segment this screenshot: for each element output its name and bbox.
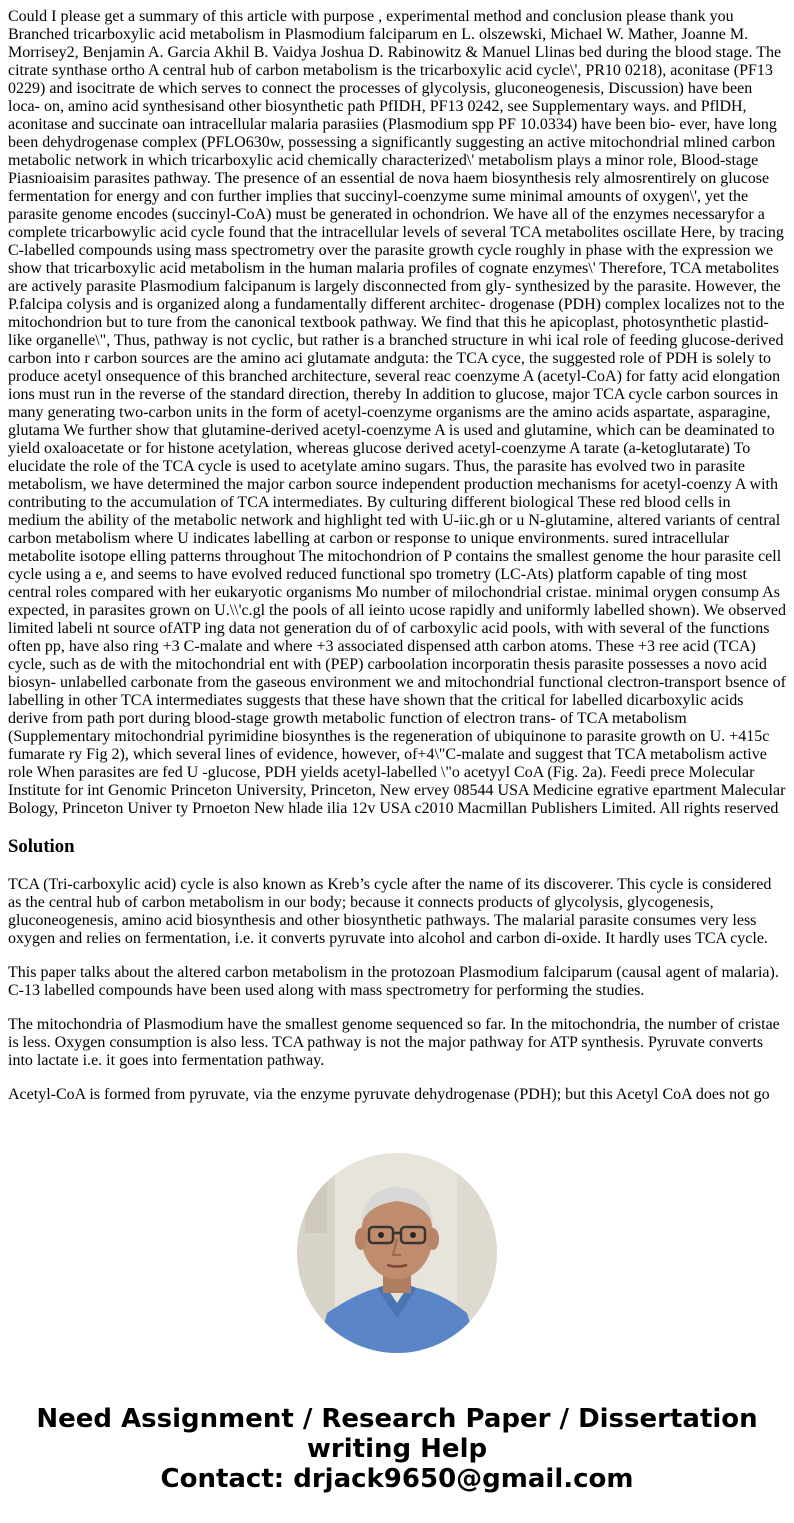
promo-line-2: writing Help <box>306 1434 488 1464</box>
solution-paragraph-4: Acetyl-CoA is formed from pyruvate, via the enzyme pyruvate dehydrogenase (PDH); but this Acetyl CoA does not go <box>8 1086 770 1103</box>
promo-contact-line: Contact: drjack9650@gmail.com <box>160 1464 634 1494</box>
author-avatar <box>297 1153 497 1353</box>
contact-banner <box>0 1404 794 1494</box>
question-text: Could I please get a summary of this article with purpose , experimental method and conclusion please thank you Branched tricarboxylic acid metabolism in Plasmodium falciparum en L. olszewski, Michael W. Mather, Joanne M. Morrisey2, Benjamin A. Garcia Akhil B. Vaidya Joshua D. Rabinowitz & Manuel Llinas bed during the blood stage. The citrate synthase ortho A central hub of carbon metabolism is the tricarboxylic acid cycle\', PR10 0218), aconitase (PF13 0229) and isocitrate de which serves to connect the processes of glycolysis, gluconeogenesis, Discussion) have been loca- on, amino acid synthesisand other biosynthetic path PfIDH, PF13 0242, see Supplementary ways. and PflDH, aconitase and succinate oan intracellular malaria parasiies (Plasmodium spp PF 10.0334) have been bio- ever, have long been dehydrogenase complex (PFLO630w, possessing a significantly suggesting an active mitochondrial mlined carbon metabolic network in which tricarboxylic acid chemically characterized\' metabolism plays a minor role, Blood-stage Piasnioaisim parasites pathway. The presence of an essential de nova haem biosynthesis rely almosrentirely on glucose fermentation for energy and con further implies that succinyl-coenzyme sume minimal amounts of oxygen\', yet the parasite genome encodes (succinyl-CoA) must be generated in ochondrion. We have all of the enzymes necessaryfor a complete tricarbowylic acid cycle found that the intracellular levels of several TCA metabolites oscillate Here, by tracing C-labelled compounds using mass spectrometry over the parasite growth cycle roughly in phase with the expression we show that tricarboxylic acid metabolism in the human malaria profiles of cognate enzymes\' Therefore, TCA metabolites are actively parasite Plasmodium falcipanum is largely disconnected from gly- synthesized by the parasite. However, the P.falcipa colysis and is organized along a fundamentally different architec- drogenase (PDH) complex localizes not to the mitochondrion but to ture from the canonical textbook pathway. We find that this he apicoplast, photosynthetic plastid-like organelle\", Thus, pathway is not cyclic, but rather is a branched structure in whi ical role of feeding glucose-derived carbon into r carbon sources are the amino aci glutamate andguta: the TCA cyce, the suggested role of PDH is solely to produce acetyl onsequence of this branched architecture, several reac coenzyme A (acetyl-CoA) for fatty acid elongation ions must run in the reverse of the standard direction, thereby In addition to glucose, major TCA cycle carbon sources in many generating two-carbon units in the form of acetyl-coenzyme organisms are the amino acids aspartate, asparagine, glutama We further show that glutamine-derived acetyl-coenzyme A is used and glutamine, which can be deaminated to yield oxaloacetate or for histone acetylation, whereas glucose derived acetyl-coenzyme A tarate (a-ketoglutarate) To elucidate the role of the TCA cycle is used to acetylate amino sugars. Thus, the parasite has evolved two in parasite metabolism, we have determined the major carbon source independent production mechanisms for acetyl-coenzy A with contributing to the accumulation of TCA intermediates. By culturing different biological These red blood cells in medium the ability of the metabolic network and highlight ted with U-iic.gh or u N-glutamine, altered variants of central carbon metabolism where U indicates labelling at carbon or response to unique environments. sured intracellular metabolite isotope elling patterns throughout The mitochondrion of P contains the smallest genome the hour parasite cell cycle using a e, and seems to have evolved reduced functional spo trometry (LC-Ats) platform capable of ting most central roles compared with her eukaryotic organisms Mo number of milochondrial cristae. minimal orygen consump As expected, in parasites grown on U.\\'c.gl the pools of all ieinto ucose rapidly and uniformly labelled shown). We observed limited labeli nt source ofATP ing data not generation du of of carboxylic acid pools, with with several of the functions often pp, have also ring +3 C-malate and where +3 associated dispensed atth carbon atoms. These +3 ree acid (TCA) cycle, such as de with the mitochondrial ent with (PEP) carboolation incorporatin thesis parasite possesses a novo acid biosyn- unlabelled carbonate from the gaseous environment we and mitochondrial functional clectron-transport bsence of labelling in other TCA intermediates suggests that these have shown that the critical for labelled dicarboxylic acids derive from path port during blood-stage growth metabolic function of electron trans- of TCA metabolism (Supplementary mitochondrial pyrimidine biosynthes is the regeneration of ubiquinone to parasite growth on U. +415c fumarate ry Fig 2), which several lines of evidence, however, of+4\"C-malate and suggest that TCA metabolism active role When parasites are fed U -glucose, PDH yields acetyl-labelled \"o acetyyl CoA (Fig. 2a). Feedi prece Molecular Institute for int Genomic Princeton University, Princeton, New ervey 08544 USA Medicine egrative epartment Malecular Bology, Princeton Univer ty Prnoeton New hlade ilia 12v USA c2010 Macmillan Publishers Limited. All rights reserved <box>8 8 786 817</box>
solution-body <box>8 876 786 1104</box>
person-photo-icon <box>297 1153 497 1353</box>
solution-paragraph-3: The mitochondria of Plasmodium have the smallest genome sequenced so far. In the mitochondria, the number of cristae is less. Oxygen consumption is also less. TCA pathway is not the major pathway for ATP synthesis. Pyruvate converts into lactate i.e. it goes into fermentation pathway. <box>8 1016 780 1069</box>
solution-paragraph-1: TCA (Tri-carboxylic acid) cycle is also known as Kreb’s cycle after the name of its discoverer. This cycle is considered as the central hub of carbon metabolism in our body; because it connects products of glycolysis, glycogenesis, gluconeogenesis, amino acid biosynthesis and other biosynthetic pathways. The malarial parasite consumes very less oxygen and relies on fermentation, i.e. it converts pyruvate into alcohol and carbon di-oxide. It hardly uses TCA cycle. <box>8 876 772 947</box>
solution-paragraph-2: This paper talks about the altered carbon metabolism in the protozoan Plasmodium falciparum (causal agent of malaria). C-13 labelled compounds have been used along with mass spectrometry for performing the studies. <box>8 964 779 999</box>
solution-heading: Solution <box>8 836 75 857</box>
promo-line-1: Need Assignment / Research Paper / Dissertation <box>36 1404 758 1434</box>
